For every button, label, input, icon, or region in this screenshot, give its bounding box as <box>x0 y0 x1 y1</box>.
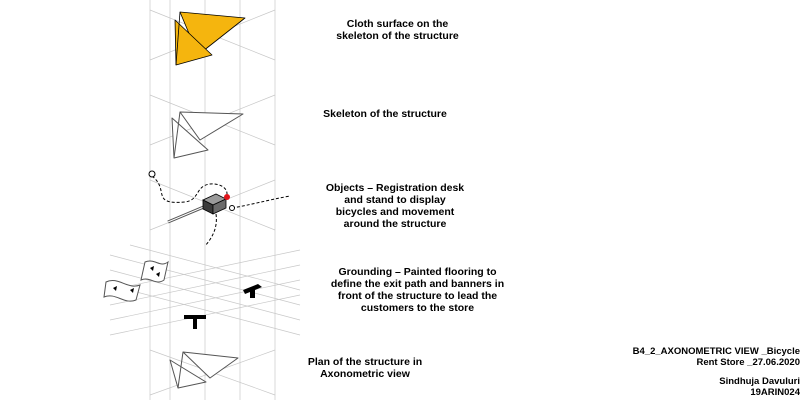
layer-label-cloth-surface: Cloth surface on the skeleton of the structure <box>336 18 459 42</box>
movement-path <box>232 196 290 208</box>
layer-label-plan: Plan of the structure in Axonometric view <box>307 356 423 380</box>
sheet-title: B4_2_AXONOMETRIC VIEW _Bicycle <box>632 346 800 357</box>
path-start-node <box>149 171 155 177</box>
cloth-surface-drawing <box>175 12 245 65</box>
sheet-subtitle: Rent Store _27.06.2020 <box>696 357 800 368</box>
red-marker <box>224 194 230 200</box>
layer-label-objects: Objects – Registration desk and stand to display bicycles and movement around the structure <box>325 182 465 230</box>
movement-path <box>205 214 216 246</box>
roll-number: 19ARIN024 <box>750 387 800 398</box>
floor-marking-right <box>243 284 262 298</box>
plan-drawing <box>170 352 238 388</box>
banner-left <box>104 280 140 301</box>
layer-label-grounding: Grounding – Painted flooring to define the exit path and banners in front of the structure to lead the customers to the store <box>330 266 505 314</box>
author-name: Sindhuja Davuluri <box>719 376 800 387</box>
registration-desk <box>203 194 226 214</box>
banner-right <box>141 261 168 282</box>
floor-marking-left <box>184 315 206 329</box>
layer-label-skeleton: Skeleton of the structure <box>323 108 447 120</box>
path-node <box>230 206 235 211</box>
skeleton-drawing <box>172 112 243 158</box>
